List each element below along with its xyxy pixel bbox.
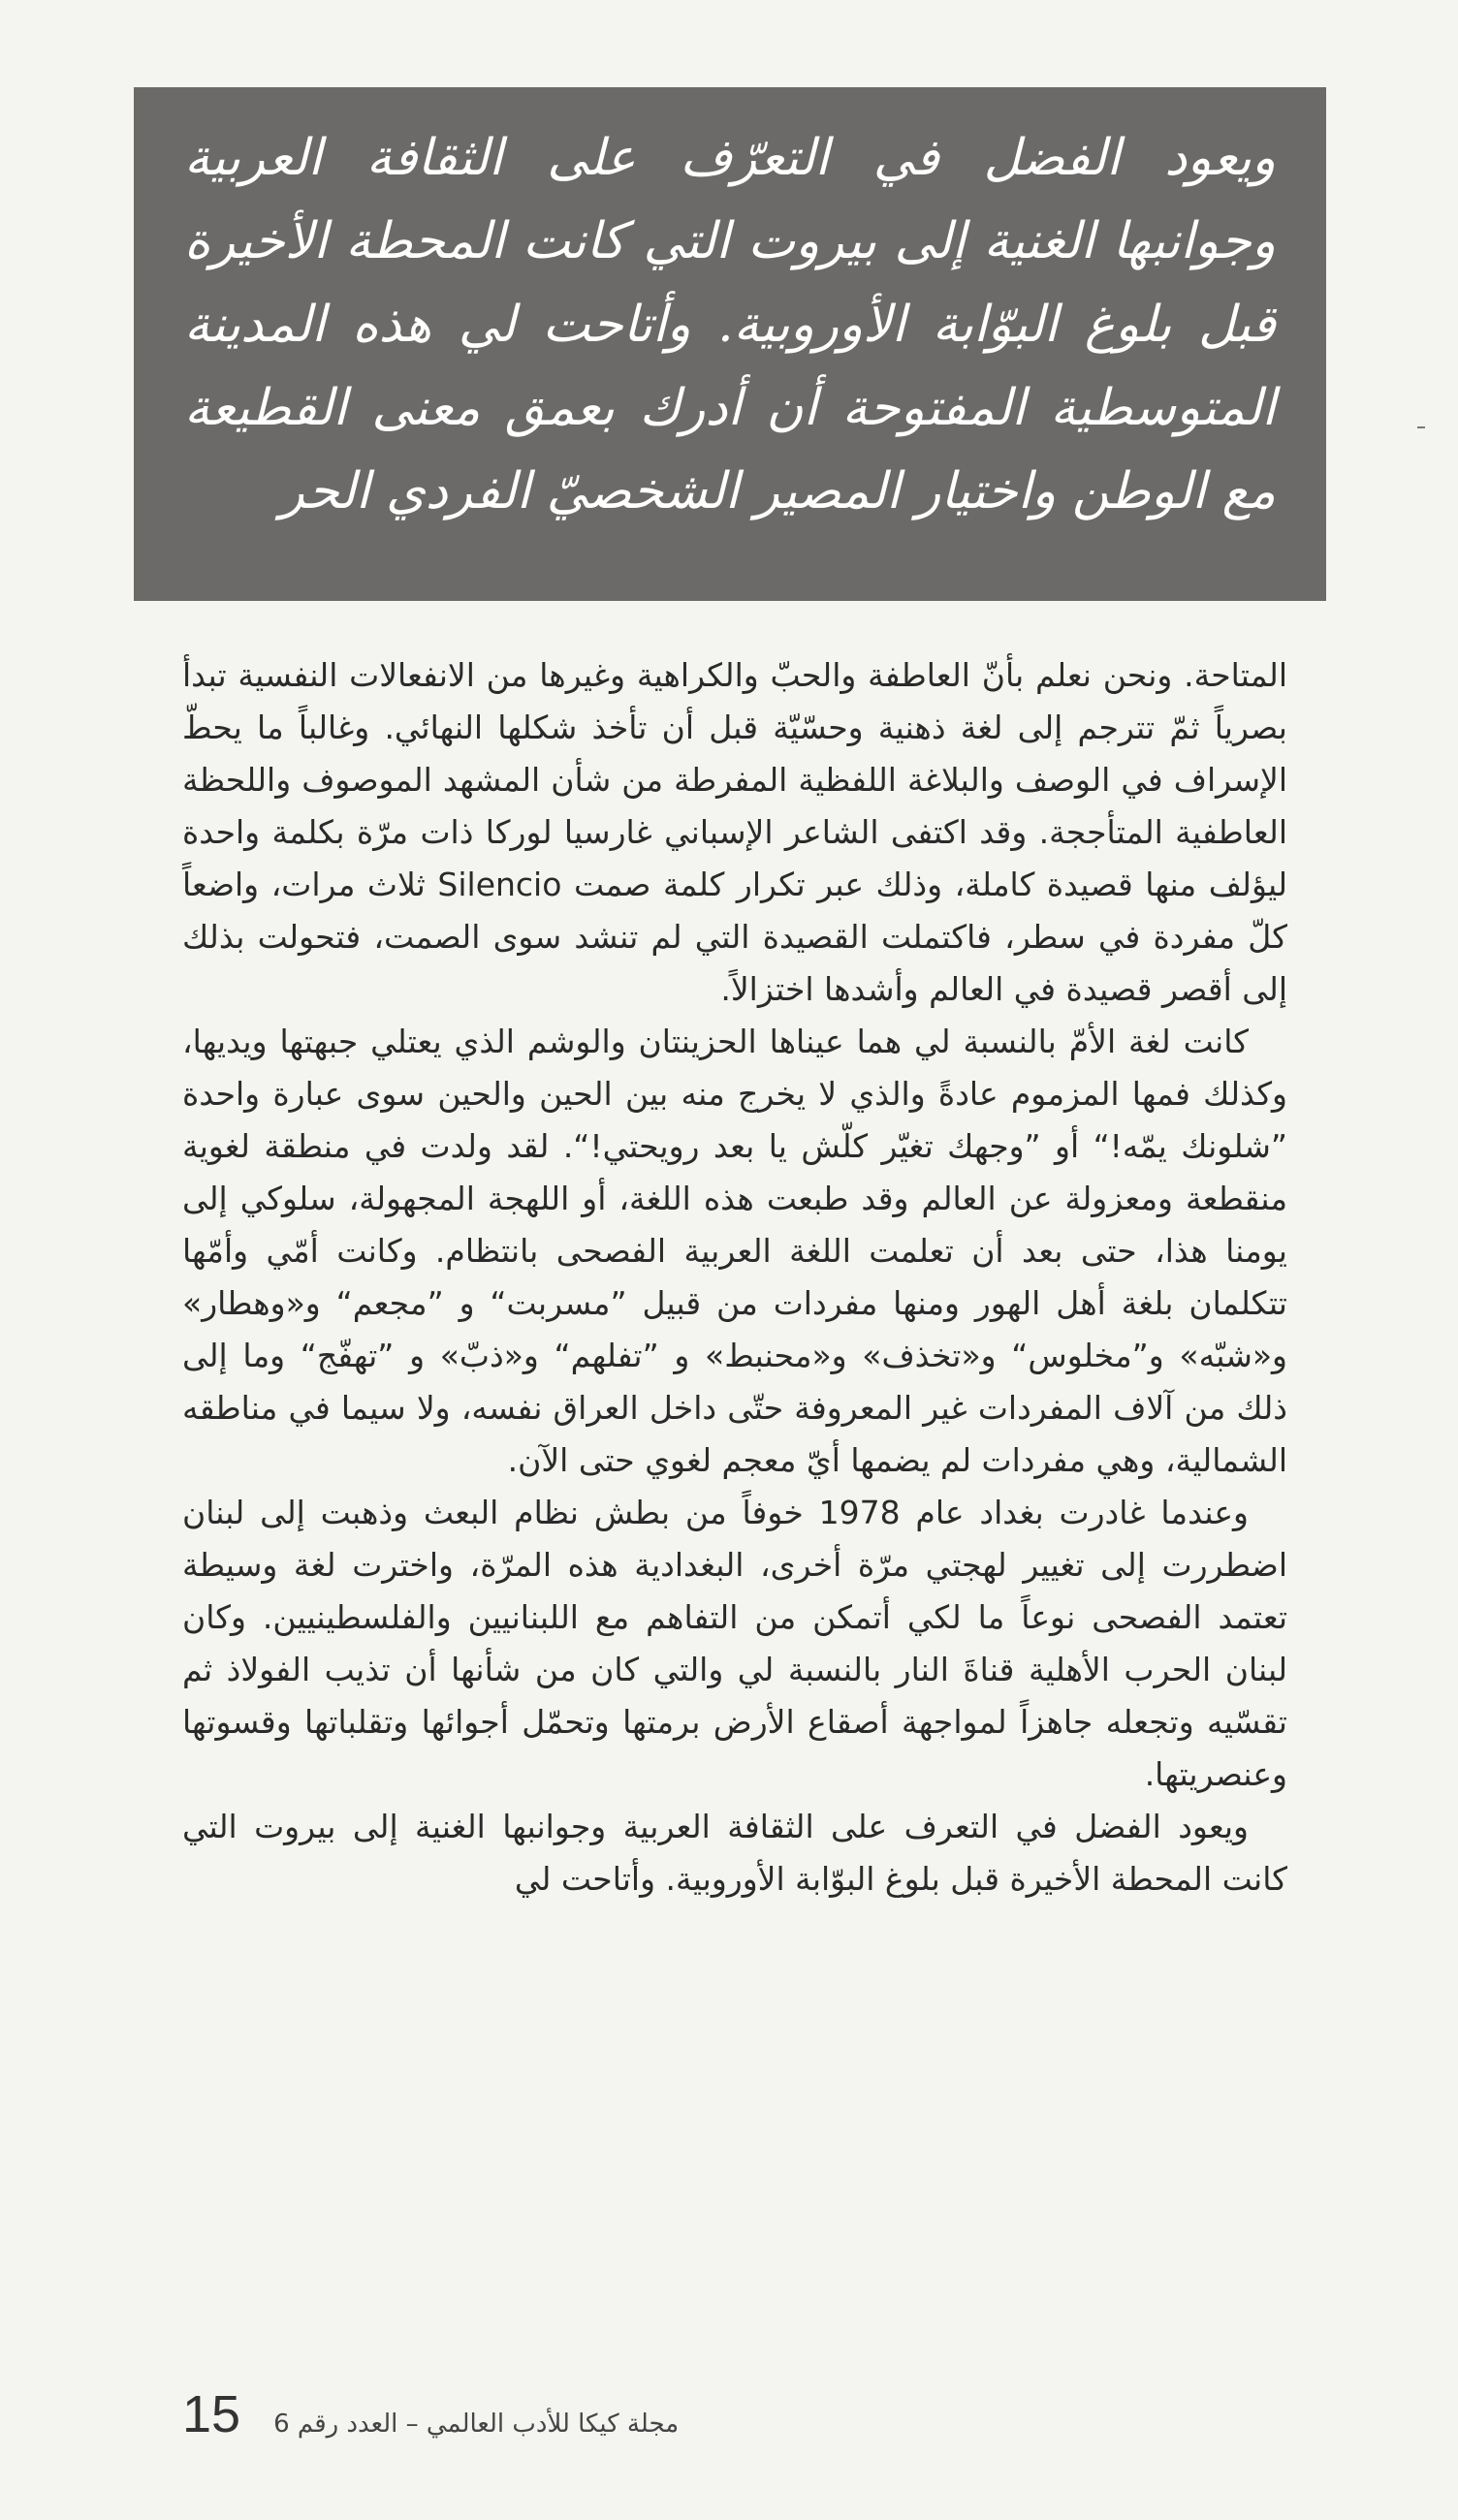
journal-title: مجلة كيكا للأدب العالمي – العدد رقم 6 bbox=[273, 2410, 680, 2439]
article-paragraph: وعندما غادرت بغداد عام 1978 خوفاً من بطش نظام البعث وذهبت إلى لبنان اضطررت إلى تغيير لهجتي مرّة أخرى، البغدادية هذه المرّة، واخترت لغة وسيطة تعتمد الفصحى نوعاً ما لكي أتمكن من التفاهم مع اللبنانيين والفلسطينيين. وكان لبنان الحرب الأهلية قناةَ النار بالنسبة لي والتي كان من شأنها أن تذيب الفولاذ ثم تقسّيه وتجعله جاهزاً لمواجهة أصقاع الأرض برمتها وتحمّل أجوائها وتقلباتها وقسوتها وعنصريتها. bbox=[182, 1494, 1287, 1793]
pullquote-text: ويعود الفضل في التعرّف على الثقافة العربية وجوانبها الغنية إلى بيروت التي كانت المحطة الأخيرة قبل بلوغ البوّابة الأوروبية. وأتاحت لي هذه المدينة المتوسطية المفتوحة أن أدرك بعمق معنى القطيعة مع الوطن واختيار المصير الشخصيّ الفردي الحر bbox=[184, 129, 1276, 520]
article-paragraph: المتاحة. ونحن نعلم بأنّ العاطفة والحبّ والكراهية وغيرها من الانفعالات النفسية تبدأ بصرياً ثمّ تترجم إلى لغة ذهنية وحسّيّة قبل أن تأخذ شكلها النهائي. وغالباً ما يحطّ الإسراف في الوصف والبلاغة اللفظية المفرطة من شأن المشهد الموصوف واللحظة العاطفية المتأججة. وقد اكتفى الشاعر الإسباني غارسيا لوركا ذات مرّة بكلمة واحدة ليؤلف منها قصيدة كاملة، وذلك عبر تكرار كلمة صمت Silencio ثلاث مرات، واضعاً كلّ مفردة في سطر، فاكتملت القصيدة التي لم تنشد سوى الصمت، فتحولت بذلك إلى أقصر قصيدة في العالم وأشدها اختزالاً. bbox=[182, 656, 1287, 1008]
page-number: 15 bbox=[182, 2385, 241, 2443]
article-paragraph: ويعود الفضل في التعرف على الثقافة العربية وجوانبها الغنية إلى بيروت التي كانت المحطة الأخيرة قبل بلوغ البوّابة الأوروبية. وأتاحت لي bbox=[182, 1808, 1287, 1898]
margin-mark bbox=[1417, 426, 1425, 428]
pullquote-box bbox=[134, 87, 1326, 601]
article-body bbox=[182, 649, 1287, 1906]
page-footer bbox=[182, 2384, 764, 2442]
article-paragraph: كانت لغة الأمّ بالنسبة لي هما عيناها الحزينتان والوشم الذي يعتلي جبهتها ويديها، وكذلك فمها المزموم عادةً والذي لا يخرج منه بين الحين والحين سوى عبارة واحدة ”شلونك يمّه!“ أو ”وجهك تغيّر كلّش يا بعد رويحتي!“. لقد ولدت في منطقة لغوية منقطعة ومعزولة عن العالم وقد طبعت هذه اللغة، أو اللهجة المجهولة، سلوكي إلى يومنا هذا، حتى بعد أن تعلمت اللغة العربية الفصحى بانتظام. وكانت أمّي وأمّها تتكلمان بلغة أهل الهور ومنها مفردات من قبيل ”مسربت“ و ”مجعم“ و«وهطار» و«شبّه» و”مخلوس“ و«تخذف» و«محنبط» و ”تفلهم“ و«ذبّ» و ”تهفّج“ وما إلى ذلك من آلاف المفردات غير المعروفة حتّى داخل العراق نفسه، ولا سيما في مناطقه الشمالية، وهي مفردات لم يضمها أيّ معجم لغوي حتى الآن. bbox=[182, 1023, 1287, 1479]
